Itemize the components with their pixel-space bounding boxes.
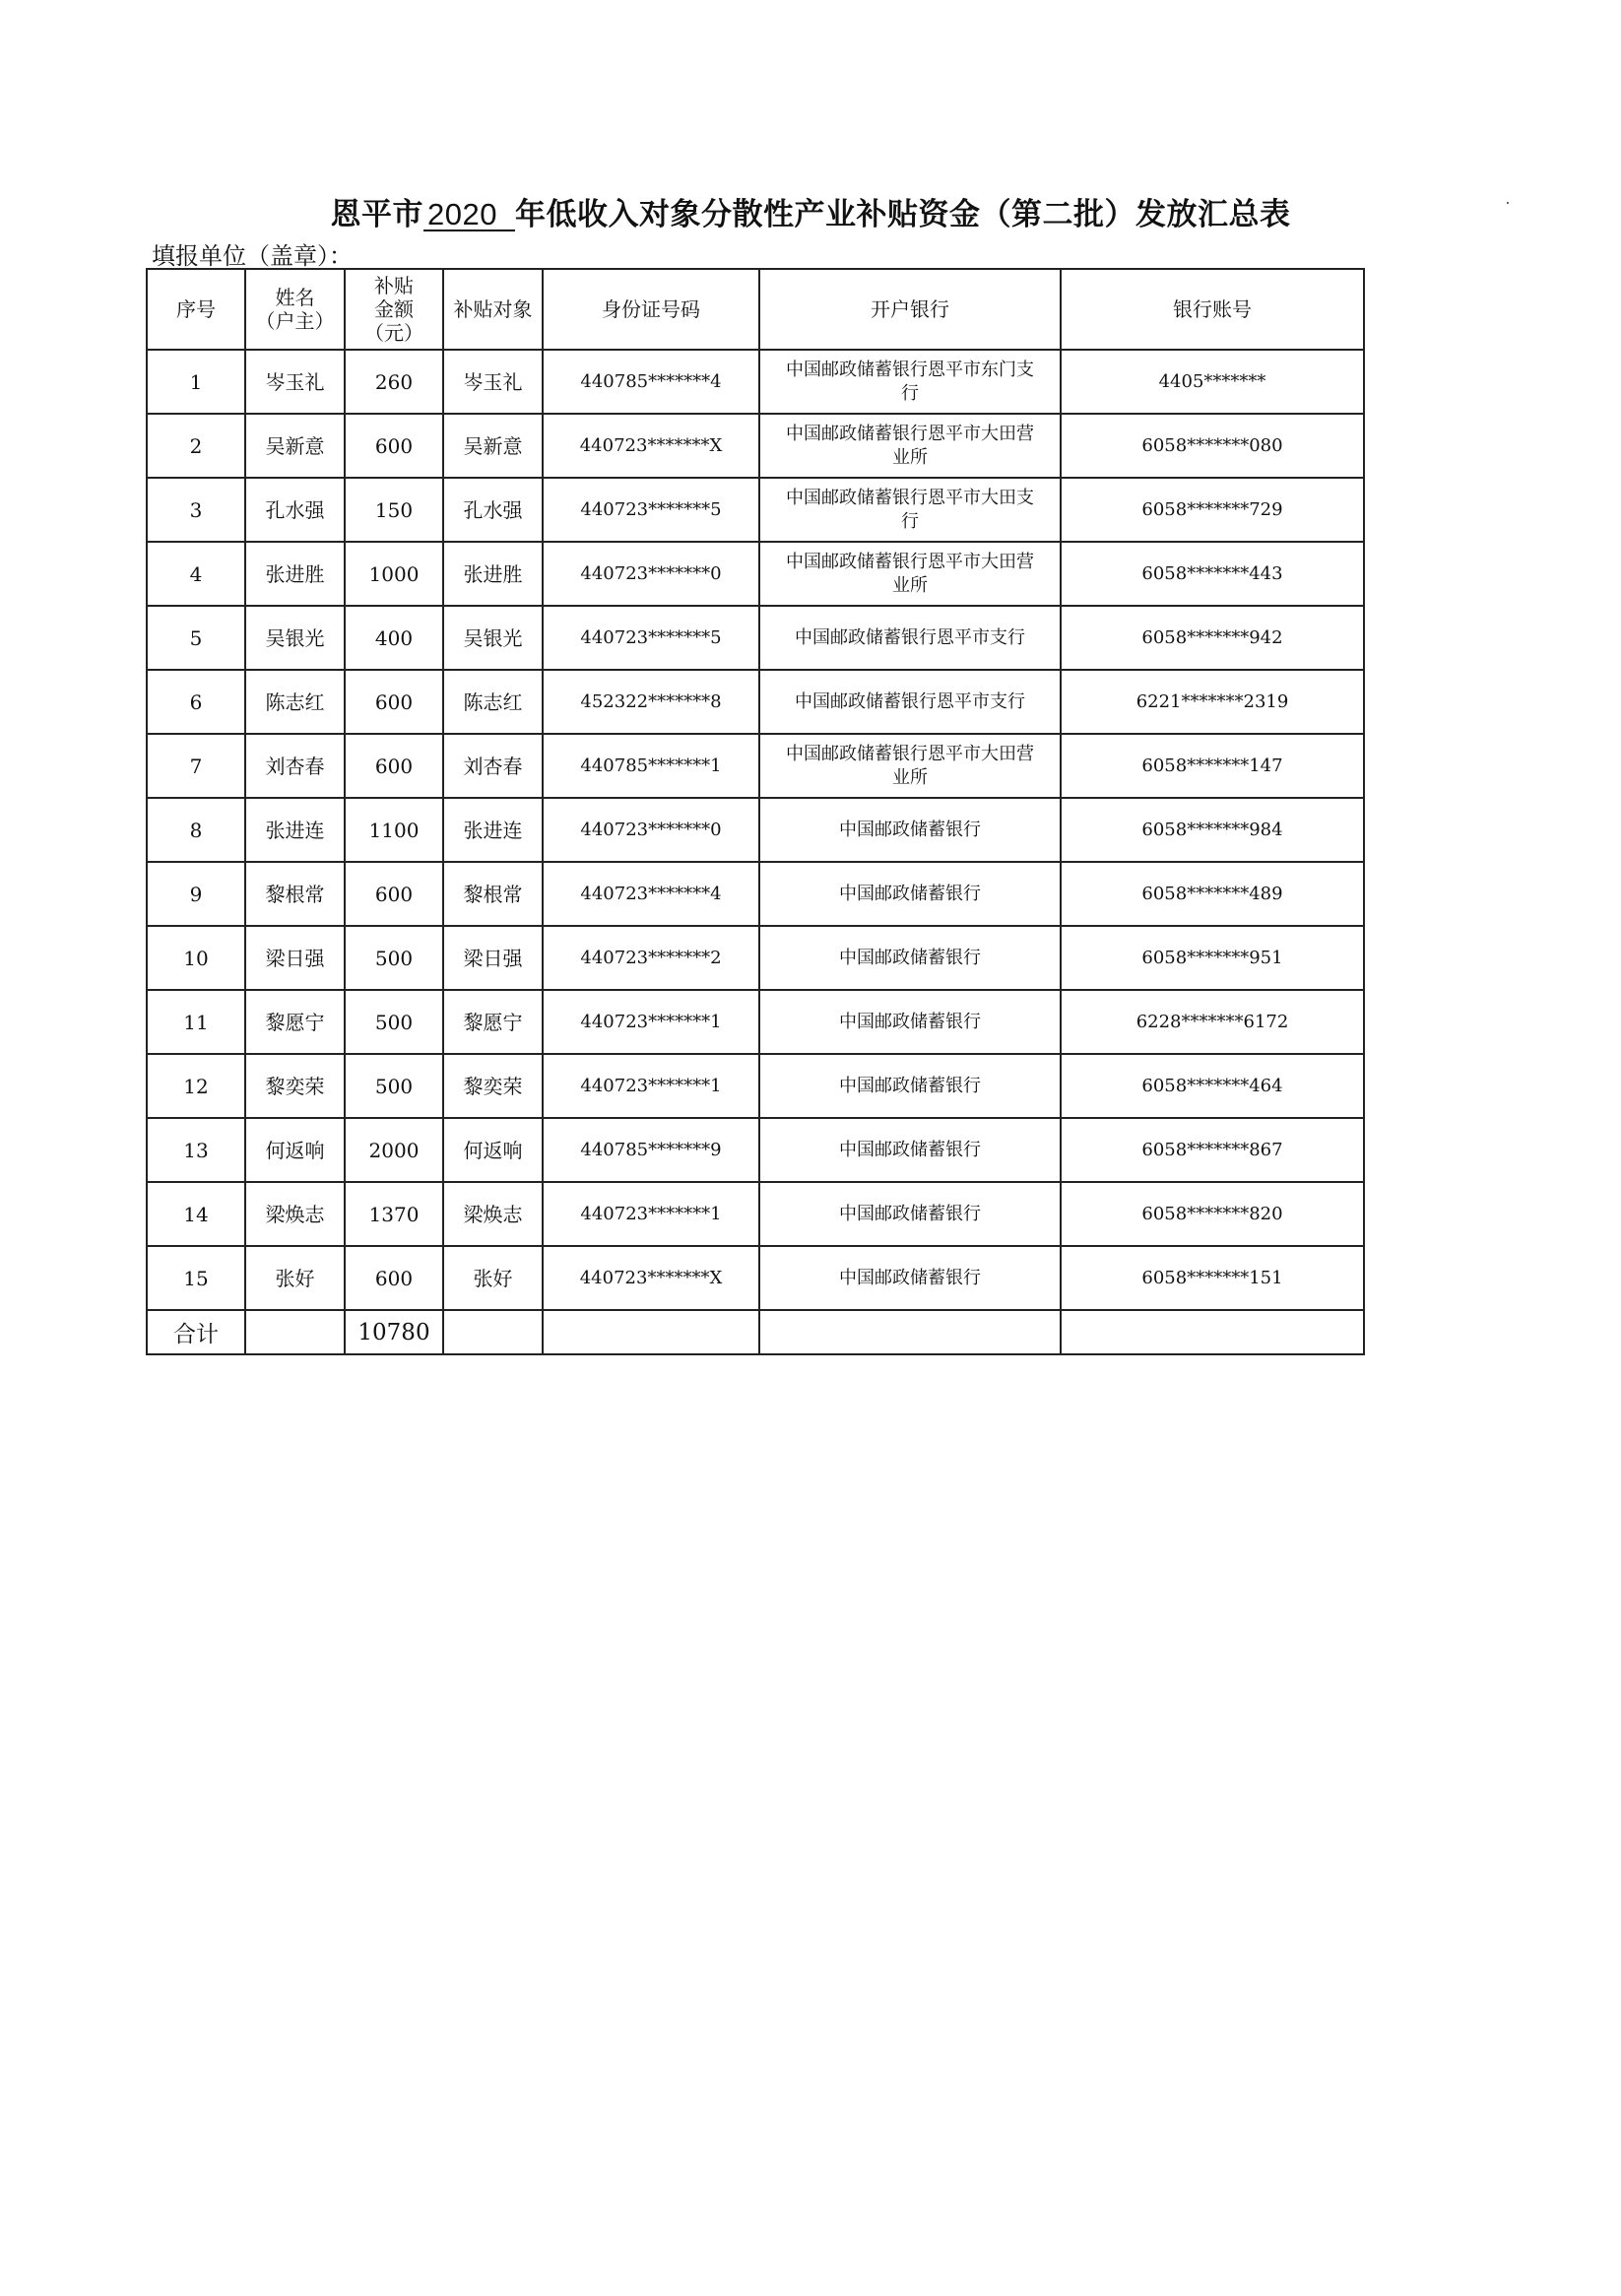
- cell-recipient: 梁焕志: [443, 1182, 543, 1246]
- header-amount: 补贴 金额 （元）: [345, 269, 443, 350]
- cell-account: 6058*******820: [1061, 1182, 1364, 1246]
- cell-id-number: 440723*******5: [543, 606, 759, 670]
- cell-account: 6058*******151: [1061, 1246, 1364, 1310]
- cell-name: 张好: [245, 1246, 345, 1310]
- total-label: 合计: [147, 1310, 245, 1354]
- subsidy-summary-table: [146, 268, 1365, 1355]
- total-empty-cell: [245, 1310, 345, 1354]
- cell-bank: 中国邮政储蓄银行: [759, 798, 1061, 862]
- cell-recipient: 何返响: [443, 1118, 543, 1182]
- cell-bank: 中国邮政储蓄银行: [759, 926, 1061, 990]
- cell-account: 6228*******6172: [1061, 990, 1364, 1054]
- cell-id-number: 440723*******X: [543, 1246, 759, 1310]
- header-id-number: 身份证号码: [543, 269, 759, 350]
- cell-amount: 1100: [345, 798, 443, 862]
- cell-name: 孔水强: [245, 478, 345, 542]
- cell-account: 6058*******147: [1061, 734, 1364, 798]
- cell-bank: 中国邮政储蓄银行恩平市支行: [759, 606, 1061, 670]
- table-row: [147, 542, 1364, 606]
- cell-amount: 2000: [345, 1118, 443, 1182]
- cell-name: 黎奕荣: [245, 1054, 345, 1118]
- cell-bank: 中国邮政储蓄银行恩平市东门支 行: [759, 350, 1061, 414]
- cell-recipient: 张进胜: [443, 542, 543, 606]
- title-year: 2020: [423, 200, 515, 231]
- cell-recipient: 吴银光: [443, 606, 543, 670]
- cell-name: 梁日强: [245, 926, 345, 990]
- cell-recipient: 张进连: [443, 798, 543, 862]
- table-row: [147, 350, 1364, 414]
- table-row: [147, 606, 1364, 670]
- total-amount: 10780: [345, 1310, 443, 1354]
- cell-account: 6058*******951: [1061, 926, 1364, 990]
- cell-seq: 2: [147, 414, 245, 478]
- table-row: [147, 1182, 1364, 1246]
- cell-bank: 中国邮政储蓄银行恩平市大田营 业所: [759, 414, 1061, 478]
- cell-bank: 中国邮政储蓄银行恩平市大田支 行: [759, 478, 1061, 542]
- cell-id-number: 440723*******5: [543, 478, 759, 542]
- table-row: [147, 414, 1364, 478]
- cell-id-number: 440723*******4: [543, 862, 759, 926]
- cell-id-number: 440723*******2: [543, 926, 759, 990]
- cell-account: 6058*******942: [1061, 606, 1364, 670]
- cell-account: 6058*******080: [1061, 414, 1364, 478]
- cell-recipient: 黎奕荣: [443, 1054, 543, 1118]
- cell-bank: 中国邮政储蓄银行恩平市大田营 业所: [759, 542, 1061, 606]
- cell-recipient: 陈志红: [443, 670, 543, 734]
- cell-account: 6058*******729: [1061, 478, 1364, 542]
- cell-recipient: 刘杏春: [443, 734, 543, 798]
- cell-seq: 1: [147, 350, 245, 414]
- cell-amount: 500: [345, 1054, 443, 1118]
- table-row: [147, 1054, 1364, 1118]
- cell-id-number: 452322*******8: [543, 670, 759, 734]
- table-row: [147, 670, 1364, 734]
- cell-name: 黎愿宁: [245, 990, 345, 1054]
- cell-name: 何返响: [245, 1118, 345, 1182]
- cell-seq: 3: [147, 478, 245, 542]
- reporting-unit-label: 填报单位（盖章）：: [152, 242, 353, 270]
- header-recipient: 补贴对象: [443, 269, 543, 350]
- document-title: [0, 189, 1621, 233]
- cell-recipient: 岑玉礼: [443, 350, 543, 414]
- cell-id-number: 440723*******X: [543, 414, 759, 478]
- cell-account: 6058*******867: [1061, 1118, 1364, 1182]
- cell-seq: 9: [147, 862, 245, 926]
- cell-name: 张进连: [245, 798, 345, 862]
- cell-seq: 7: [147, 734, 245, 798]
- cell-account: 6221*******2319: [1061, 670, 1364, 734]
- cell-account: 4405*******: [1061, 350, 1364, 414]
- cell-bank: 中国邮政储蓄银行: [759, 862, 1061, 926]
- cell-account: 6058*******443: [1061, 542, 1364, 606]
- cell-recipient: 黎根常: [443, 862, 543, 926]
- cell-seq: 8: [147, 798, 245, 862]
- cell-id-number: 440723*******1: [543, 990, 759, 1054]
- cell-seq: 15: [147, 1246, 245, 1310]
- table-row: [147, 990, 1364, 1054]
- cell-bank: 中国邮政储蓄银行: [759, 1182, 1061, 1246]
- total-empty-cell: [1061, 1310, 1364, 1354]
- cell-amount: 1370: [345, 1182, 443, 1246]
- cell-amount: 600: [345, 734, 443, 798]
- cell-name: 刘杏春: [245, 734, 345, 798]
- cell-recipient: 吴新意: [443, 414, 543, 478]
- cell-recipient: 黎愿宁: [443, 990, 543, 1054]
- cell-name: 岑玉礼: [245, 350, 345, 414]
- cell-seq: 10: [147, 926, 245, 990]
- cell-account: 6058*******984: [1061, 798, 1364, 862]
- cell-bank: 中国邮政储蓄银行: [759, 1054, 1061, 1118]
- table-row: [147, 798, 1364, 862]
- table-row: [147, 478, 1364, 542]
- cell-recipient: 孔水强: [443, 478, 543, 542]
- scan-speck: [1507, 202, 1509, 204]
- total-empty-cell: [443, 1310, 543, 1354]
- cell-id-number: 440723*******1: [543, 1182, 759, 1246]
- title-prefix: 恩平市: [330, 197, 424, 232]
- cell-name: 张进胜: [245, 542, 345, 606]
- cell-bank: 中国邮政储蓄银行: [759, 1118, 1061, 1182]
- table-header-row: [147, 269, 1364, 350]
- title-suffix: 年低收入对象分散性产业补贴资金（第二批）发放汇总表: [514, 197, 1291, 232]
- cell-amount: 260: [345, 350, 443, 414]
- cell-seq: 12: [147, 1054, 245, 1118]
- cell-name: 梁焕志: [245, 1182, 345, 1246]
- cell-name: 陈志红: [245, 670, 345, 734]
- table-row: [147, 734, 1364, 798]
- cell-id-number: 440723*******0: [543, 798, 759, 862]
- cell-amount: 500: [345, 926, 443, 990]
- cell-bank: 中国邮政储蓄银行恩平市大田营 业所: [759, 734, 1061, 798]
- cell-seq: 4: [147, 542, 245, 606]
- cell-name: 黎根常: [245, 862, 345, 926]
- header-seq: 序号: [147, 269, 245, 350]
- cell-seq: 11: [147, 990, 245, 1054]
- cell-recipient: 梁日强: [443, 926, 543, 990]
- cell-amount: 600: [345, 414, 443, 478]
- cell-name: 吴银光: [245, 606, 345, 670]
- cell-amount: 600: [345, 670, 443, 734]
- cell-bank: 中国邮政储蓄银行: [759, 990, 1061, 1054]
- total-row: [147, 1310, 1364, 1354]
- total-empty-cell: [543, 1310, 759, 1354]
- table-row: [147, 1118, 1364, 1182]
- cell-amount: 1000: [345, 542, 443, 606]
- table-row: [147, 862, 1364, 926]
- cell-bank: 中国邮政储蓄银行: [759, 1246, 1061, 1310]
- cell-amount: 150: [345, 478, 443, 542]
- cell-id-number: 440785*******9: [543, 1118, 759, 1182]
- cell-seq: 5: [147, 606, 245, 670]
- cell-id-number: 440723*******0: [543, 542, 759, 606]
- header-bank: 开户银行: [759, 269, 1061, 350]
- cell-amount: 500: [345, 990, 443, 1054]
- cell-amount: 400: [345, 606, 443, 670]
- cell-seq: 6: [147, 670, 245, 734]
- cell-bank: 中国邮政储蓄银行恩平市支行: [759, 670, 1061, 734]
- table-row: [147, 1246, 1364, 1310]
- cell-id-number: 440785*******1: [543, 734, 759, 798]
- cell-account: 6058*******489: [1061, 862, 1364, 926]
- cell-seq: 14: [147, 1182, 245, 1246]
- cell-id-number: 440785*******4: [543, 350, 759, 414]
- total-empty-cell: [759, 1310, 1061, 1354]
- header-account: 银行账号: [1061, 269, 1364, 350]
- cell-seq: 13: [147, 1118, 245, 1182]
- cell-recipient: 张好: [443, 1246, 543, 1310]
- cell-account: 6058*******464: [1061, 1054, 1364, 1118]
- table-row: [147, 926, 1364, 990]
- cell-amount: 600: [345, 1246, 443, 1310]
- cell-amount: 600: [345, 862, 443, 926]
- cell-name: 吴新意: [245, 414, 345, 478]
- header-name: 姓名 （户主）: [245, 269, 345, 350]
- cell-id-number: 440723*******1: [543, 1054, 759, 1118]
